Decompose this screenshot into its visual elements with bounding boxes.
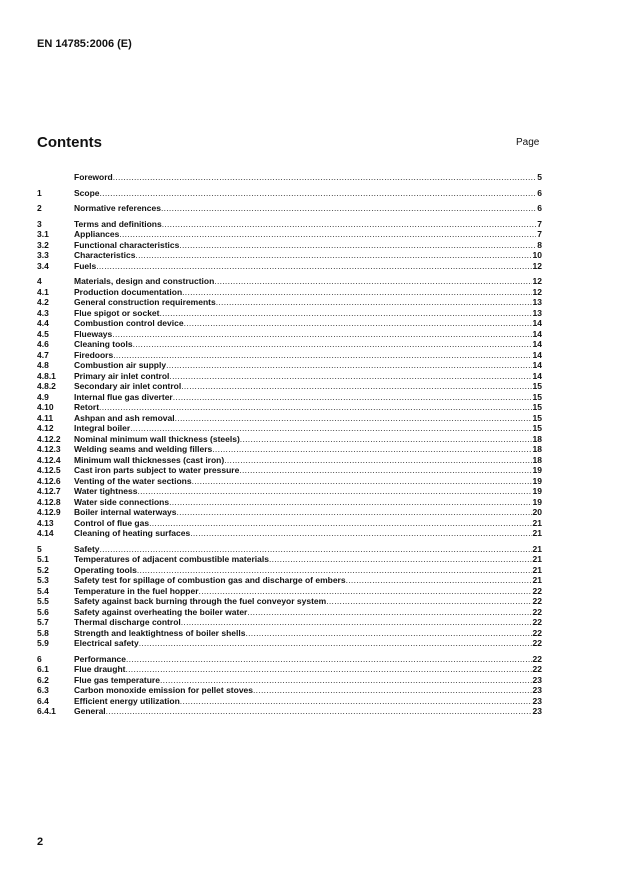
toc-entry[interactable] — [37, 476, 542, 487]
toc-entry-page: 23 — [532, 695, 542, 706]
toc-entry-number: 4.8 — [37, 360, 49, 370]
toc-entry-number: 4.12.5 — [37, 465, 61, 475]
toc-entry-title: Integral boiler — [74, 423, 131, 433]
toc-entry-title: Combustion air supply — [74, 360, 167, 370]
toc-section-group — [37, 172, 542, 183]
toc-entry[interactable] — [37, 664, 542, 675]
toc-entry-number: 4.12.2 — [37, 433, 61, 444]
toc-entry[interactable] — [37, 444, 542, 455]
toc-entry-title: Safety — [74, 543, 100, 554]
toc-entry-number: 3 — [37, 218, 42, 229]
toc-entry-title: Electrical safety — [74, 638, 139, 648]
toc-entry-number: 5.4 — [37, 585, 49, 596]
toc-section-group — [37, 219, 542, 272]
toc-dot-leader — [169, 371, 531, 382]
toc-entry-page: 8 — [537, 239, 542, 250]
toc-entry-page: 14 — [532, 339, 542, 349]
toc-dot-leader — [100, 188, 537, 199]
toc-entry[interactable] — [37, 188, 542, 199]
toc-entry[interactable] — [37, 329, 542, 340]
toc-entry-title: Temperatures of adjacent combustible materials — [74, 554, 269, 564]
toc-entry-page: 23 — [532, 685, 542, 695]
toc-dot-leader — [179, 240, 536, 251]
toc-entry-number: 4.12.4 — [37, 454, 61, 465]
toc-dot-leader — [184, 318, 532, 329]
toc-entry-title: Venting of the water sections — [74, 475, 192, 486]
toc-entry[interactable] — [37, 565, 542, 576]
toc-entry-page: 5 — [537, 172, 542, 182]
toc-entry-number: 4.12.6 — [37, 475, 61, 486]
toc-dot-leader — [212, 444, 531, 455]
toc-dot-leader — [137, 565, 532, 576]
toc-entry-title: General construction requirements — [74, 297, 216, 307]
toc-dot-leader — [253, 685, 532, 696]
toc-dot-leader — [130, 423, 531, 434]
toc-dot-leader — [216, 297, 532, 308]
toc-entry-title: Safety against back burning through the fuel conveyor system — [74, 596, 327, 606]
toc-entry-number: 5.5 — [37, 596, 49, 606]
toc-entry-title: Performance — [74, 653, 126, 664]
toc-entry-page: 22 — [532, 606, 542, 617]
toc-entry[interactable] — [37, 172, 542, 183]
toc-entry-number: 5.3 — [37, 575, 49, 585]
toc-entry[interactable] — [37, 339, 542, 350]
toc-entry[interactable] — [37, 240, 542, 251]
toc-entry-page: 19 — [532, 486, 542, 496]
toc-entry-page: 7 — [537, 229, 542, 239]
toc-entry-page: 14 — [532, 349, 542, 360]
toc-entry[interactable] — [37, 544, 542, 555]
toc-entry-title: Efficient energy utilization — [74, 695, 180, 706]
toc-dot-leader — [160, 308, 532, 319]
toc-entry-number: 4.12.8 — [37, 496, 61, 507]
toc-dot-leader — [106, 706, 532, 717]
toc-entry[interactable] — [37, 402, 542, 413]
toc-dot-leader — [166, 360, 531, 371]
toc-entry-title: Combustion control device — [74, 318, 184, 328]
toc-entry[interactable] — [37, 219, 542, 230]
toc-entry[interactable] — [37, 318, 542, 329]
toc-entry[interactable] — [37, 486, 542, 497]
toc-dot-leader — [190, 528, 531, 539]
toc-entry-page: 18 — [532, 454, 542, 465]
toc-entry-page: 22 — [532, 627, 542, 638]
toc-entry-number: 2 — [37, 203, 42, 213]
toc-entry[interactable] — [37, 371, 542, 382]
toc-entry[interactable] — [37, 497, 542, 508]
toc-dot-leader — [214, 276, 531, 287]
toc-entry-page: 21 — [532, 517, 542, 528]
toc-dot-leader — [247, 607, 531, 618]
toc-dot-leader — [113, 350, 531, 361]
toc-entry-title: Safety against overheating the boiler water — [74, 606, 248, 617]
toc-dot-leader — [239, 465, 531, 476]
toc-entry-number: 6.4.1 — [37, 706, 56, 716]
toc-entry[interactable] — [37, 617, 542, 628]
toc-entry[interactable] — [37, 507, 542, 518]
toc-entry-page: 12 — [532, 276, 542, 286]
toc-entry[interactable] — [37, 528, 542, 539]
toc-entry-page: 14 — [532, 360, 542, 370]
toc-entry-title: Foreword — [74, 172, 113, 182]
table-of-contents — [37, 172, 542, 722]
toc-entry-page: 18 — [532, 433, 542, 444]
toc-dot-leader — [192, 476, 532, 487]
toc-entry-page: 23 — [532, 706, 542, 716]
toc-entry[interactable] — [37, 203, 542, 214]
toc-dot-leader — [135, 250, 531, 261]
toc-entry-page: 19 — [532, 496, 542, 507]
toc-entry-title: Flue spigot or socket — [74, 307, 160, 318]
toc-section-group — [37, 188, 542, 199]
toc-dot-leader — [182, 287, 531, 298]
toc-entry-number: 4.12.9 — [37, 507, 61, 517]
toc-entry-number: 4.6 — [37, 339, 49, 349]
toc-entry-number: 4.5 — [37, 328, 49, 339]
toc-entry[interactable] — [37, 554, 542, 565]
toc-entry-number: 6 — [37, 653, 42, 664]
toc-entry-title: Boiler internal waterways — [74, 507, 177, 517]
toc-entry-title: Flue draught — [74, 664, 126, 674]
toc-entry-number: 6.3 — [37, 685, 49, 695]
toc-entry-page: 15 — [532, 381, 542, 391]
toc-entry[interactable] — [37, 455, 542, 466]
page-title: Contents — [37, 134, 102, 151]
toc-entry[interactable] — [37, 392, 542, 403]
toc-entry-number: 6.1 — [37, 664, 49, 674]
toc-entry-title: Carbon monoxide emission for pellet stoves — [74, 685, 254, 695]
toc-entry-page: 21 — [532, 543, 542, 554]
toc-entry-number: 1 — [37, 187, 42, 198]
toc-dot-leader — [161, 203, 536, 214]
toc-dot-leader — [100, 544, 532, 555]
toc-entry-title: Secondary air inlet control — [74, 381, 182, 391]
toc-dot-leader — [269, 554, 532, 565]
toc-entry-page: 22 — [532, 638, 542, 648]
toc-entry-title: Materials, design and construction — [74, 276, 215, 286]
toc-entry[interactable] — [37, 596, 542, 607]
toc-entry-page: 22 — [532, 653, 542, 664]
toc-entry-title: Thermal discharge control — [74, 617, 181, 627]
toc-dot-leader — [133, 339, 532, 350]
toc-entry[interactable] — [37, 696, 542, 707]
toc-entry[interactable] — [37, 685, 542, 696]
toc-entry-number: 5.1 — [37, 554, 49, 564]
toc-entry-page: 6 — [537, 187, 542, 198]
toc-entry-page: 18 — [532, 444, 542, 454]
toc-entry[interactable] — [37, 575, 542, 586]
toc-entry[interactable] — [37, 423, 542, 434]
document-header: EN 14785:2006 (E) — [37, 38, 132, 50]
toc-entry-number: 5.9 — [37, 638, 49, 648]
toc-entry-number: 4.12 — [37, 423, 54, 433]
toc-entry-number: 4.12.3 — [37, 444, 61, 454]
toc-entry-number: 4.11 — [37, 412, 54, 423]
toc-entry-title: Normative references — [74, 203, 161, 213]
toc-entry-number: 4.13 — [37, 517, 54, 528]
toc-entry-page: 15 — [532, 402, 542, 412]
toc-entry-page: 20 — [532, 507, 542, 517]
toc-entry-page: 22 — [532, 617, 542, 627]
toc-entry-title: Fuels — [74, 260, 97, 271]
toc-entry[interactable] — [37, 586, 542, 597]
toc-dot-leader — [160, 675, 532, 686]
toc-dot-leader — [139, 638, 532, 649]
toc-dot-leader — [326, 596, 531, 607]
toc-entry-title: Primary air inlet control — [74, 370, 170, 381]
toc-entry[interactable] — [37, 381, 542, 392]
toc-dot-leader — [137, 486, 531, 497]
toc-entry[interactable] — [37, 413, 542, 424]
toc-dot-leader — [119, 229, 536, 240]
toc-entry-page: 6 — [537, 203, 542, 213]
toc-entry-number: 3.1 — [37, 229, 49, 239]
toc-entry-title: Temperature in the fuel hopper — [74, 585, 199, 596]
toc-entry-page: 12 — [532, 286, 542, 297]
toc-entry-title: Water side connections — [74, 496, 170, 507]
toc-entry-page: 13 — [532, 307, 542, 318]
toc-dot-leader — [175, 413, 532, 424]
toc-entry[interactable] — [37, 607, 542, 618]
toc-entry-page: 21 — [532, 528, 542, 538]
toc-entry-number: 4.10 — [37, 402, 54, 412]
toc-entry-page: 12 — [532, 260, 542, 271]
toc-dot-leader — [181, 617, 532, 628]
toc-section-group — [37, 654, 542, 717]
toc-entry[interactable] — [37, 308, 542, 319]
toc-entry-number: 5.6 — [37, 606, 49, 617]
toc-entry-page: 21 — [532, 564, 542, 575]
toc-entry-page: 22 — [532, 585, 542, 596]
toc-entry-title: Minimum wall thicknesses (cast iron) — [74, 454, 225, 465]
toc-entry-title: Retort — [74, 402, 100, 412]
toc-entry-title: Production documentation — [74, 286, 183, 297]
toc-entry-number: 4.9 — [37, 391, 49, 402]
toc-entry-title: Terms and definitions — [74, 218, 162, 229]
toc-entry-number: 5.2 — [37, 564, 49, 575]
toc-dot-leader — [181, 381, 531, 392]
toc-entry[interactable] — [37, 250, 542, 261]
page-number: 2 — [37, 836, 44, 848]
toc-entry[interactable] — [37, 654, 542, 665]
toc-entry-number: 3.3 — [37, 250, 49, 260]
toc-dot-leader — [346, 575, 532, 586]
toc-entry[interactable] — [37, 360, 542, 371]
toc-entry-number: 5 — [37, 543, 42, 554]
toc-entry-title: Nominal minimum wall thickness (steels) — [74, 433, 240, 444]
toc-entry-number: 3.4 — [37, 260, 49, 271]
toc-entry-page: 19 — [532, 465, 542, 475]
toc-dot-leader — [224, 455, 531, 466]
toc-entry-page: 19 — [532, 475, 542, 486]
toc-entry-number: 4.2 — [37, 297, 49, 307]
toc-entry-number: 6.4 — [37, 695, 49, 706]
toc-entry-title: Ashpan and ash removal — [74, 412, 175, 423]
toc-entry-number: 4.1 — [37, 286, 49, 297]
toc-entry-number: 4.8.1 — [37, 370, 56, 381]
toc-entry-title: Safety test for spillage of combustion gas and discharge of embers — [74, 575, 346, 585]
toc-entry[interactable] — [37, 261, 542, 272]
toc-entry-title: Appliances — [74, 229, 120, 239]
toc-entry-page: 15 — [532, 423, 542, 433]
toc-entry-number: 4.12.7 — [37, 486, 61, 496]
toc-dot-leader — [177, 507, 532, 518]
toc-entry[interactable] — [37, 276, 542, 287]
toc-entry-page: 10 — [532, 250, 542, 260]
toc-entry[interactable] — [37, 628, 542, 639]
toc-entry[interactable] — [37, 229, 542, 240]
toc-entry[interactable] — [37, 706, 542, 717]
toc-entry-page: 23 — [532, 674, 542, 685]
toc-entry-title: Operating tools — [74, 564, 137, 575]
toc-dot-leader — [113, 172, 537, 183]
toc-entry-page: 14 — [532, 370, 542, 381]
toc-dot-leader — [199, 586, 532, 597]
toc-entry-page: 14 — [532, 318, 542, 328]
toc-dot-leader — [96, 261, 531, 272]
toc-entry-title: Firedoors — [74, 349, 114, 360]
toc-dot-leader — [169, 497, 531, 508]
toc-entry-title: Flueways — [74, 328, 113, 339]
toc-entry-page: 7 — [537, 218, 542, 229]
toc-entry-page: 15 — [532, 391, 542, 402]
toc-entry[interactable] — [37, 675, 542, 686]
toc-entry-page: 22 — [532, 664, 542, 674]
toc-entry-number: 4.14 — [37, 528, 54, 538]
toc-entry-title: Water tightness — [74, 486, 138, 496]
toc-entry-number: 4 — [37, 276, 42, 286]
toc-entry-number: 6.2 — [37, 674, 49, 685]
toc-entry-page: 15 — [532, 412, 542, 423]
toc-entry-number: 4.4 — [37, 318, 49, 328]
toc-entry[interactable] — [37, 518, 542, 529]
toc-entry-title: Strength and leaktightness of boiler shells — [74, 627, 246, 638]
toc-dot-leader — [125, 664, 531, 675]
toc-entry-title: Scope — [74, 187, 100, 198]
toc-section-group — [37, 544, 542, 649]
toc-entry-number: 3.2 — [37, 239, 49, 250]
toc-entry-title: Functional characteristics — [74, 239, 180, 250]
toc-dot-leader — [173, 392, 532, 403]
toc-entry-number: 4.3 — [37, 307, 49, 318]
toc-entry-number: 4.8.2 — [37, 381, 56, 391]
toc-section-group — [37, 276, 542, 539]
toc-entry-number: 4.7 — [37, 349, 49, 360]
toc-entry-title: Control of flue gas — [74, 517, 150, 528]
toc-entry-page: 22 — [532, 596, 542, 606]
toc-entry-title: Characteristics — [74, 250, 136, 260]
toc-entry-title: Cast iron parts subject to water pressure — [74, 465, 240, 475]
toc-entry-title: Welding seams and welding fillers — [74, 444, 213, 454]
toc-dot-leader — [149, 518, 531, 529]
toc-dot-leader — [126, 654, 532, 665]
toc-entry-page: 21 — [532, 554, 542, 564]
toc-dot-leader — [180, 696, 532, 707]
toc-entry-number: 5.8 — [37, 627, 49, 638]
toc-entry-number: 5.7 — [37, 617, 49, 627]
toc-dot-leader — [112, 329, 531, 340]
toc-entry[interactable] — [37, 638, 542, 649]
toc-entry-title: Internal flue gas diverter — [74, 391, 173, 402]
toc-dot-leader — [240, 434, 532, 445]
toc-entry-page: 21 — [532, 575, 542, 585]
toc-entry[interactable] — [37, 287, 542, 298]
page-column-label: Page — [516, 137, 540, 148]
toc-entry-page: 13 — [532, 297, 542, 307]
toc-entry[interactable] — [37, 465, 542, 476]
toc-dot-leader — [245, 628, 531, 639]
toc-entry-title: Cleaning tools — [74, 339, 133, 349]
toc-entry[interactable] — [37, 297, 542, 308]
toc-entry-page: 14 — [532, 328, 542, 339]
toc-entry[interactable] — [37, 350, 542, 361]
toc-dot-leader — [162, 219, 537, 230]
toc-entry-title: Cleaning of heating surfaces — [74, 528, 191, 538]
toc-entry[interactable] — [37, 434, 542, 445]
toc-entry-title: General — [74, 706, 106, 716]
toc-dot-leader — [99, 402, 532, 413]
toc-entry-title: Flue gas temperature — [74, 674, 160, 685]
toc-section-group — [37, 203, 542, 214]
